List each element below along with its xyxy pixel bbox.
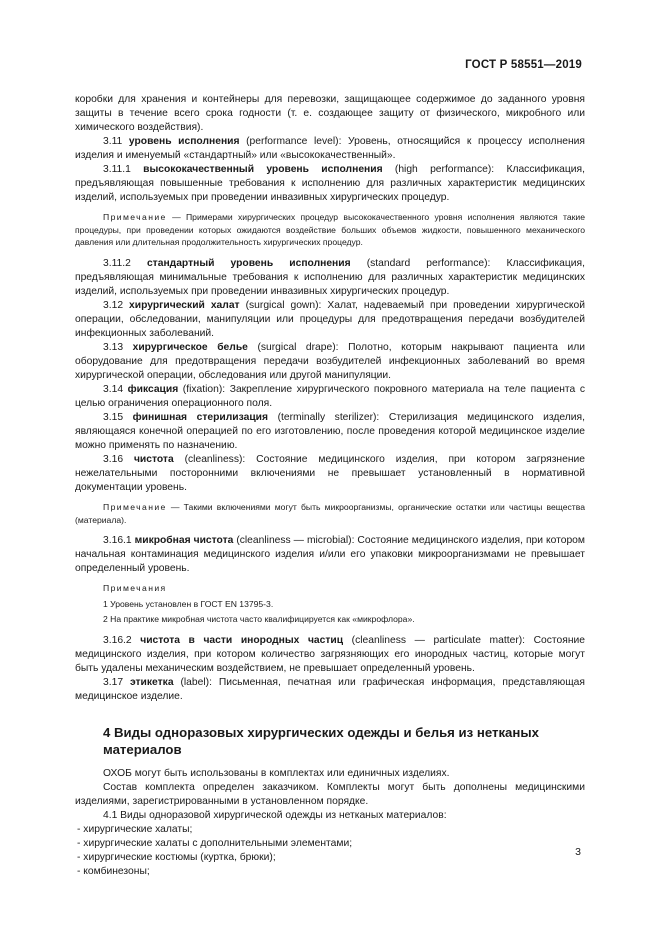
definition-term: уровень исполнения [128,136,240,148]
section-4-heading: 4 Виды одноразовых хирургических одежды и белья из нетканых материалов [103,724,539,757]
definition-term: фиксация [127,384,179,396]
definition-number: 3.11.2 [103,257,131,269]
definition-number: 3.12 [103,299,124,311]
list-item: - комбинезоны; [77,866,150,878]
note-label: Примечание [103,212,167,223]
notes-heading: Примечания [103,583,167,594]
definition-number: 3.11 [103,136,123,148]
definition-number: 3.16.1 [103,535,132,547]
definition-term: чистота в части инородных частиц [140,634,344,646]
note-text: — Такими включениями могут быть микроорганизмы, органические остатки или частицы вещества (материала). [75,502,585,525]
document-code-header: ГОСТ Р 58551—2019 [465,59,582,71]
definition-3-15 [75,411,585,453]
definition-term: высококачественный уровень исполнения [143,164,383,176]
page-number: 3 [575,846,581,858]
definition-number: 3.11.1 [103,164,131,176]
definition-number: 3.13 [103,341,124,353]
definition-text: (terminally sterilizer): Стерилизация медицинского изделия, являющаяся конечной операцией по его изготовлению, после проведения которой медицинское изделие можно применять по назначению. [75,412,585,452]
definition-number: 3.15 [103,412,124,424]
definition-text: (cleanliness — particulate matter): Состояние медицинского изделия, при котором количество загрязняющих его инородных частиц, которые могут быть удалены механическим воздействием, не превышает определенный уровень. [75,634,585,674]
definition-text: (label): Письменная, печатная или графическая информация, представляющая медицинское изделие. [75,676,585,702]
definition-text: (surgical drape): Полотно, которым накрывают пациента или оборудование для предотвращения передачи возбудителей инфекционных заболеваний во время хирургической операции, обследования или другой манипуляции. [75,341,585,381]
definition-text: (standard performance): Классификация, предъявляющая минимальные требования к исполнению для различных характеристик медицинских изделий, используемых при проведении инвазивных хирургических процедур. [75,257,585,297]
definition-number: 3.17 [103,676,124,688]
definition-3-14 [75,383,585,411]
note-label: Примечание [103,502,167,513]
section-4-paragraph-2: Состав комплекта определен заказчиком. Комплекты могут быть дополнены медицинскими изделиями, зарегистрированными в установленном порядке. [75,781,585,807]
definition-3-11 [75,135,585,163]
definition-term: стандартный уровень исполнения [146,257,351,269]
definition-3-16 [75,453,585,495]
definition-3-13 [75,341,585,383]
list-item: - хирургические халаты с дополнительными элементами; [77,838,353,850]
note-item-2: 2 На практике микробная чистота часто квалифицируется как «микрофлора». [103,614,415,625]
section-4-paragraph-1: ОХОБ могут быть использованы в комплектах или единичных изделиях. [103,767,450,779]
page-body [75,93,585,879]
definition-3-11-1 [75,163,585,205]
definition-3-17 [75,676,585,704]
list-item: - хирургические костюмы (куртка, брюки); [77,852,276,864]
definition-3-11-2 [75,257,585,299]
definition-3-16-1 [75,534,585,576]
definition-number: 3.16.2 [103,634,132,646]
definition-3-12 [75,299,585,341]
definition-term: чистота [133,454,174,466]
definition-text: (cleanliness): Состояние медицинского изделия, при котором загрязнение нежелательными посторонними включениями не превышает установленный в нормативной документации уровень. [75,454,585,494]
definition-text: (cleanliness — microbial): Состояние медицинского изделия, при котором начальная контаминация медицинского изделия и/или его упаковки микроорганизмами не превышает определенный уровень. [75,535,585,575]
section-4-1-intro: 4.1 Виды одноразовой хирургической одежды из нетканых материалов: [103,809,447,821]
definition-text: (fixation): Закрепление хирургического покровного материала на теле пациента с целью ограничения операционного поля. [75,384,585,410]
definition-term: хирургический халат [129,299,240,311]
definition-term: этикетка [129,676,174,688]
definition-number: 3.16 [103,454,124,466]
definition-number: 3.14 [103,384,124,396]
definition-text: (surgical gown): Халат, надеваемый при проведении хирургической операции, обследовании, манипуляции или процедуры для предотвращения передачи возбудителей инфекционных заболеваний. [75,299,585,339]
note-high-performance [75,211,585,248]
note-text: — Примерами хирургических процедур высококачественного уровня исполнения являются такие процедуры, при проведении которых ожидаются воздействие больших объемов жидкости, повышенного механического давления или длительная продолжительность хирургических процедур. [75,212,585,248]
definition-term: микробная чистота [134,535,234,547]
note-item-1: 1 Уровень установлен в ГОСТ EN 13795-3. [103,598,274,609]
list-item: - хирургические халаты; [77,823,193,835]
note-cleanliness [75,501,585,526]
definition-text: (high performance): Классификация, предъявляющая повышенные требования к исполнению для различных характеристик медицинских изделий, используемых при проведении инвазивных хирургических процедур. [75,164,585,204]
definition-3-16-2 [75,634,585,676]
intro-paragraph: коробки для хранения и контейнеры для перевозки, защищающее содержимое до заданного уровня защиты в течение всего срока годности (т. е. создающее защиту от физического, микробного или химического воздействия). [75,94,585,134]
definition-term: финишная стерилизация [132,412,269,424]
definition-term: хирургическое белье [132,341,248,353]
definition-text: (performance level): Уровень, относящийся к процессу исполнения изделия и именуемый «стандартный» или «высококачественный». [75,136,585,162]
